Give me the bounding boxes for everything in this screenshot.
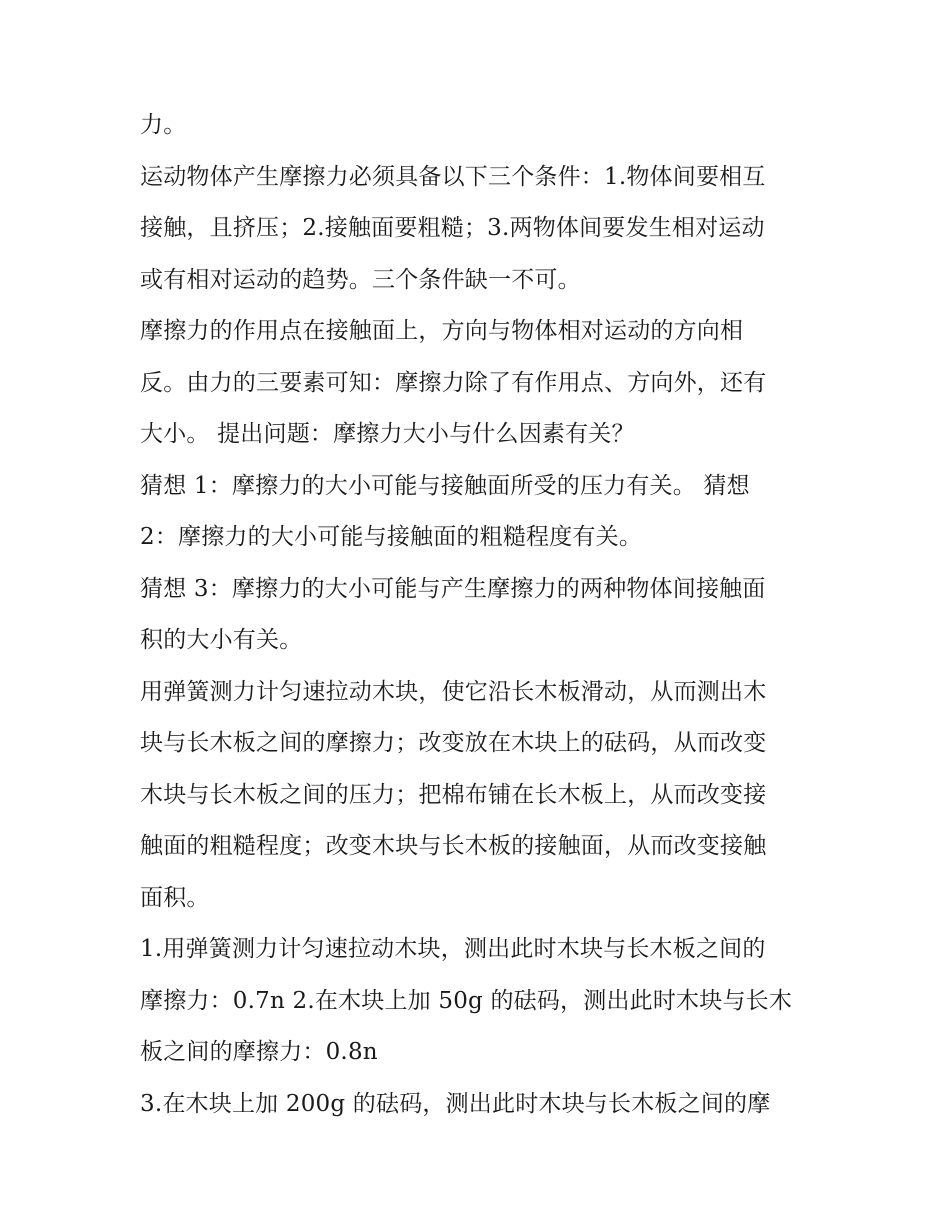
- text-line: 反。由力的三要素可知：摩擦力除了有作用点、方向外，还有: [140, 369, 767, 396]
- text-line: 木块与长木板之间的压力；把棉布铺在长木板上，从而改变接: [140, 781, 767, 808]
- text-line: 运动物体产生摩擦力必须具备以下三个条件：1.物体间要相互: [140, 163, 766, 190]
- paragraph-2: [140, 152, 820, 307]
- text-line: 3.在木块上加 200g 的砝码，测出此时木块与长木板之间的摩: [140, 1090, 771, 1117]
- paragraph-7: [140, 924, 820, 1079]
- text-line: 触面的粗糙程度；改变木块与长木板的接触面，从而改变接触: [140, 833, 767, 859]
- paragraph-5: [140, 564, 820, 667]
- text-line: 接触，且挤压；2.接触面要粗糙；3.两物体间要发生相对运动: [140, 215, 765, 241]
- text-line: 猜想 1：摩擦力的大小可能与接触面所受的压力有关。 猜想: [140, 472, 750, 499]
- paragraph-8: [140, 1079, 820, 1131]
- text-line: 2：摩擦力的大小可能与接触面的粗糙程度有关。: [140, 524, 643, 550]
- text-line: 块与长木板之间的摩擦力；改变放在木块上的砝码，从而改变: [140, 730, 767, 756]
- text-line: 力。: [140, 112, 187, 138]
- text-line: 面积。: [140, 884, 210, 911]
- text-line: 猜想 3：摩擦力的大小可能与产生摩擦力的两种物体间接触面: [140, 575, 766, 602]
- paragraph-1: [140, 100, 820, 152]
- text-line: 大小。 提出问题：摩擦力大小与什么因素有关？: [140, 421, 635, 447]
- text-line: 或有相对运动的趋势。三个条件缺一不可。: [140, 266, 581, 293]
- paragraph-6: [140, 667, 820, 925]
- text-line: 摩擦力的作用点在接触面上，方向与物体相对运动的方向相: [140, 318, 744, 344]
- text-line: 用弹簧测力计匀速拉动木块，使它沿长木板滑动，从而测出木: [140, 678, 767, 705]
- text-line: 摩擦力：0.7n 2.在木块上加 50g 的砝码，测出此时木块与长木: [140, 987, 793, 1014]
- document-body: [140, 100, 820, 1130]
- text-line: 积的大小有关。: [140, 627, 303, 653]
- text-line: 板之间的摩擦力：0.8n: [140, 1039, 378, 1065]
- paragraph-4: [140, 461, 820, 564]
- paragraph-3: [140, 306, 820, 461]
- text-line: 1.用弹簧测力计匀速拉动木块，测出此时木块与长木板之间的: [140, 936, 766, 962]
